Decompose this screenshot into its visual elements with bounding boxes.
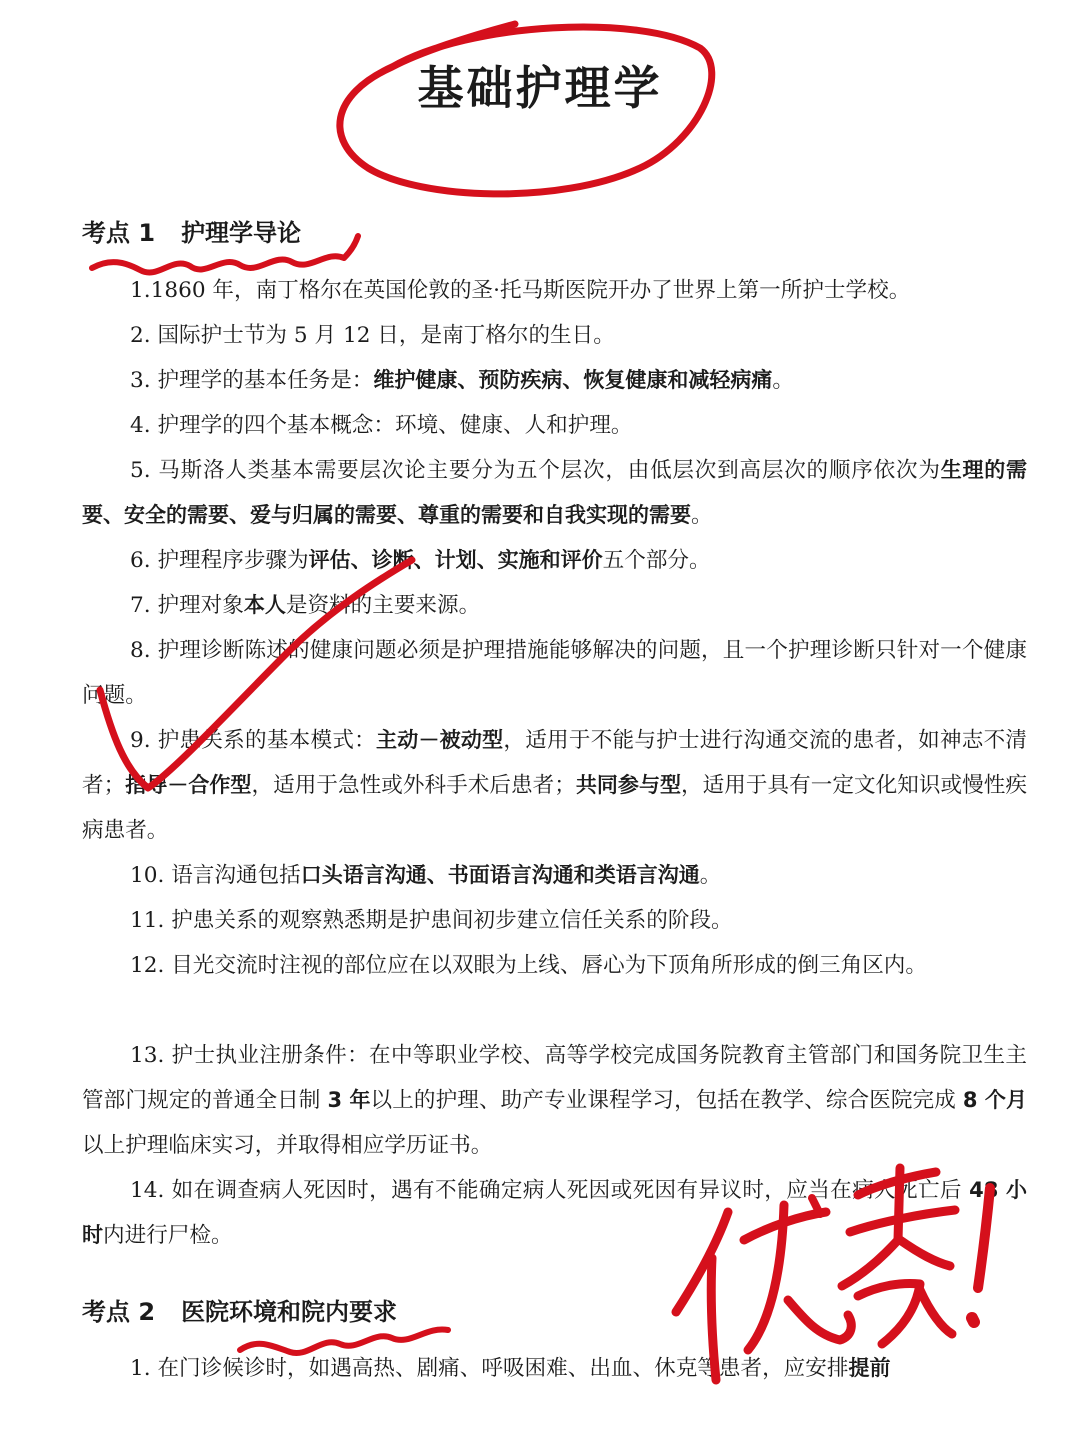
text-run: 以上的护理、助产专业课程学习，包括在教学、综合医院完成 [370, 1088, 963, 1113]
bold-keyword: 48 小时 [82, 1178, 1027, 1247]
paragraph-p9 [82, 718, 1027, 853]
paragraph-p2 [82, 313, 1027, 358]
text-run: 6. 护理程序步骤为 [130, 548, 309, 573]
text-run: 是资料的主要来源。 [285, 593, 481, 618]
bold-keyword: 指导－合作型 [125, 773, 252, 797]
text-run: 5. 马斯洛人类基本需要层次论主要分为五个层次，由低层次到高层次的顺序依次为 [130, 458, 941, 483]
page-title: 基础护理学 [417, 61, 663, 115]
bold-keyword: 口头语言沟通、书面语言沟通和类语言沟通 [300, 863, 700, 887]
text-run: 3. 护理学的基本任务是： [130, 368, 374, 393]
section-2-label: 考点 2 [82, 1298, 156, 1326]
paragraph-q1 [82, 1346, 1027, 1391]
bold-keyword: 共同参与型 [575, 773, 682, 797]
paragraph-p11 [82, 898, 1027, 943]
text-run: ，适用于不能与护士进行沟通交流的患者，如神志不清者； [82, 728, 1028, 798]
text-run: 14. 如在调查病人死因时，遇有不能确定病人死因或死因有异议时，应当在病人死亡后 [130, 1178, 970, 1203]
bold-keyword: 8 个月 [962, 1088, 1027, 1112]
text-run: 10. 语言沟通包括 [130, 863, 301, 888]
text-run: 7. 护理对象 [130, 593, 244, 618]
text-run: 4. 护理学的四个基本概念：环境、健康、人和护理。 [130, 413, 633, 438]
paragraph-p4 [82, 403, 1027, 448]
section-2-heading [82, 1292, 397, 1327]
paragraph-p12 [82, 943, 1027, 988]
text-run: 。 [691, 503, 713, 528]
text-run: 8. 护理诊断陈述的健康问题必须是护理措施能够解决的问题，且一个护理诊断只针对一个健康问题。 [82, 638, 1027, 708]
paragraph-p10 [82, 853, 1027, 898]
paragraph-p3 [82, 358, 1027, 403]
bold-keyword: 主动－被动型 [375, 728, 504, 752]
paragraph-p1 [82, 268, 1027, 313]
bold-keyword: 3 年 [327, 1088, 371, 1112]
text-run: 13. 护士执业注册条件：在中等职业学校、高等学校完成国务院教育主管部门和国务院卫生主管部门规定的普通全日制 [82, 1043, 1027, 1113]
bold-keyword: 提前 [848, 1356, 891, 1380]
section-1-label: 考点 1 [82, 219, 156, 247]
text-run: 五个部分。 [602, 548, 711, 573]
section-2-name: 医院环境和院内要求 [181, 1298, 398, 1326]
bold-keyword: 评估、诊断、计划、实施和评价 [308, 548, 603, 572]
paragraph-p8 [82, 628, 1027, 718]
text-run: 2. 国际护士节为 5 月 12 日，是南丁格尔的生日。 [130, 323, 615, 348]
text-run: 12. 目光交流时注视的部位应在以双眼为上线、唇心为下顶角所形成的倒三角区内。 [130, 953, 927, 978]
text-run: 。 [699, 863, 722, 888]
paragraph-p6 [82, 538, 1027, 583]
text-run: 1.1860 年，南丁格尔在英国伦敦的圣·托马斯医院开办了世界上第一所护士学校。 [130, 278, 911, 303]
text-run: ，适用于急性或外科手术后患者； [251, 773, 576, 798]
paragraph-p14 [82, 1168, 1027, 1258]
text-run: 1. 在门诊候诊时，如遇高热、剧痛、呼吸困难、出血、休克等患者，应安排 [130, 1356, 849, 1381]
bold-keyword: 维护健康、预防疾病、恢复健康和减轻病痛 [373, 368, 773, 392]
text-run: 以上护理临床实习，并取得相应学历证书。 [82, 1133, 493, 1158]
section-1-name: 护理学导论 [181, 219, 302, 247]
paragraph-p13 [82, 1033, 1027, 1168]
text-run: 9. 护患关系的基本模式： [130, 728, 376, 753]
paragraph-p7 [82, 583, 1027, 628]
bold-keyword: 生理的需要、安全的需要、爱与归属的需要、尊重的需要和自我实现的需要 [82, 458, 1027, 527]
bold-keyword: 本人 [243, 593, 286, 617]
text-run: ，适用于具有一定文化知识或慢性疾病患者。 [82, 773, 1028, 843]
section-1-heading [82, 213, 301, 248]
paragraph-p5 [82, 448, 1027, 538]
text-run: 内进行尸检。 [103, 1223, 233, 1248]
text-run: 11. 护患关系的观察熟悉期是护患间初步建立信任关系的阶段。 [130, 908, 733, 933]
text-run: 。 [772, 368, 795, 393]
